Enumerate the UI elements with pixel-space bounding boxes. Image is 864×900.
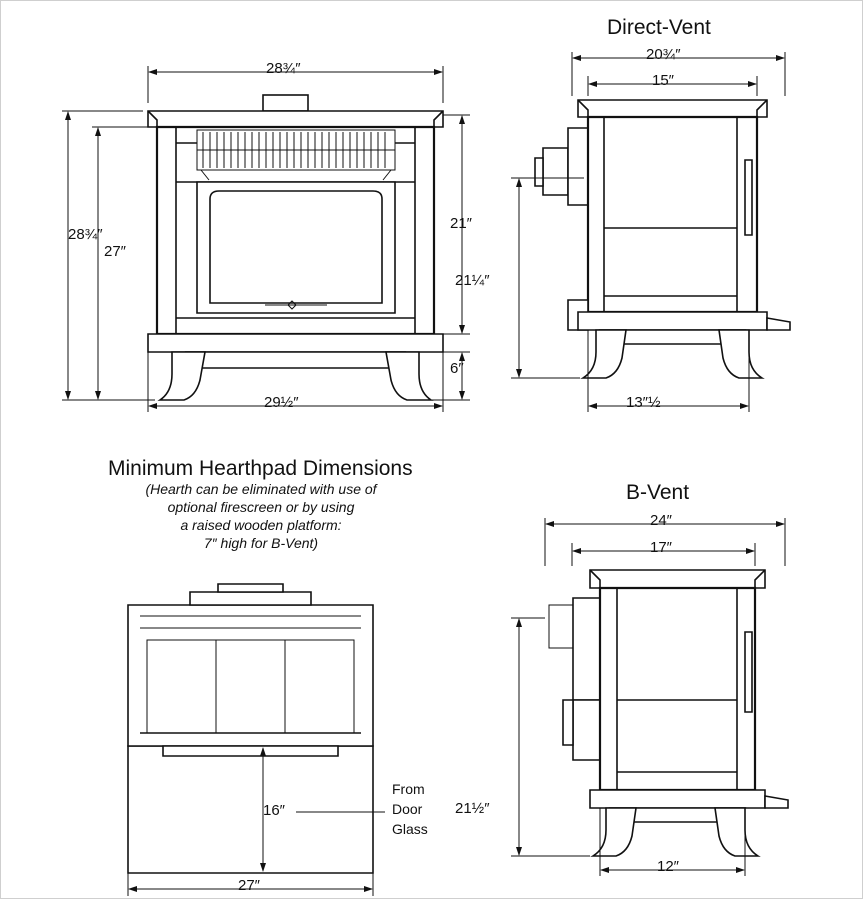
front-body-height-label: 27″ [104, 243, 126, 260]
direct-vent-title: Direct-Vent [607, 16, 711, 39]
bv-height-label: 21½″ [455, 800, 490, 817]
dv-base-depth-label: 13″½ [626, 394, 661, 411]
callout-line-door: Door [392, 801, 423, 817]
hearthpad-note-line-4: 7″ high for B-Vent) [203, 535, 319, 551]
dv-height-label: 21¼″ [455, 272, 490, 289]
callout-line-from: From [392, 781, 425, 797]
front-leg-height-label: 6″ [450, 360, 464, 377]
hearthpad-width-label: 27″ [238, 877, 260, 894]
hearthpad-note-line-2: optional firescreen or by using [167, 499, 355, 515]
front-base-width-label: 29½″ [264, 394, 299, 411]
hearthpad-note-line-1: (Hearth can be eliminated with use of [145, 481, 377, 497]
front-top-width-label: 28¾″ [266, 60, 301, 77]
front-overall-height-label: 28¾″ [68, 226, 103, 243]
bv-base-depth-label: 12″ [657, 858, 679, 875]
hearthpad-title: Minimum Hearthpad Dimensions [108, 457, 413, 480]
bv-outer-depth-label: 24″ [650, 512, 672, 529]
dv-outer-depth-label: 20¾″ [646, 46, 681, 63]
hearthpad-note-line-3: a raised wooden platform: [180, 517, 342, 533]
bv-inner-depth-label: 17″ [650, 539, 672, 556]
front-firebox-height-label: 21″ [450, 215, 472, 232]
b-vent-title: B-Vent [626, 481, 690, 504]
dv-inner-depth-label: 15″ [652, 72, 674, 89]
callout-line-glass: Glass [392, 821, 428, 837]
hearthpad-depth-label: 16″ [263, 802, 285, 819]
